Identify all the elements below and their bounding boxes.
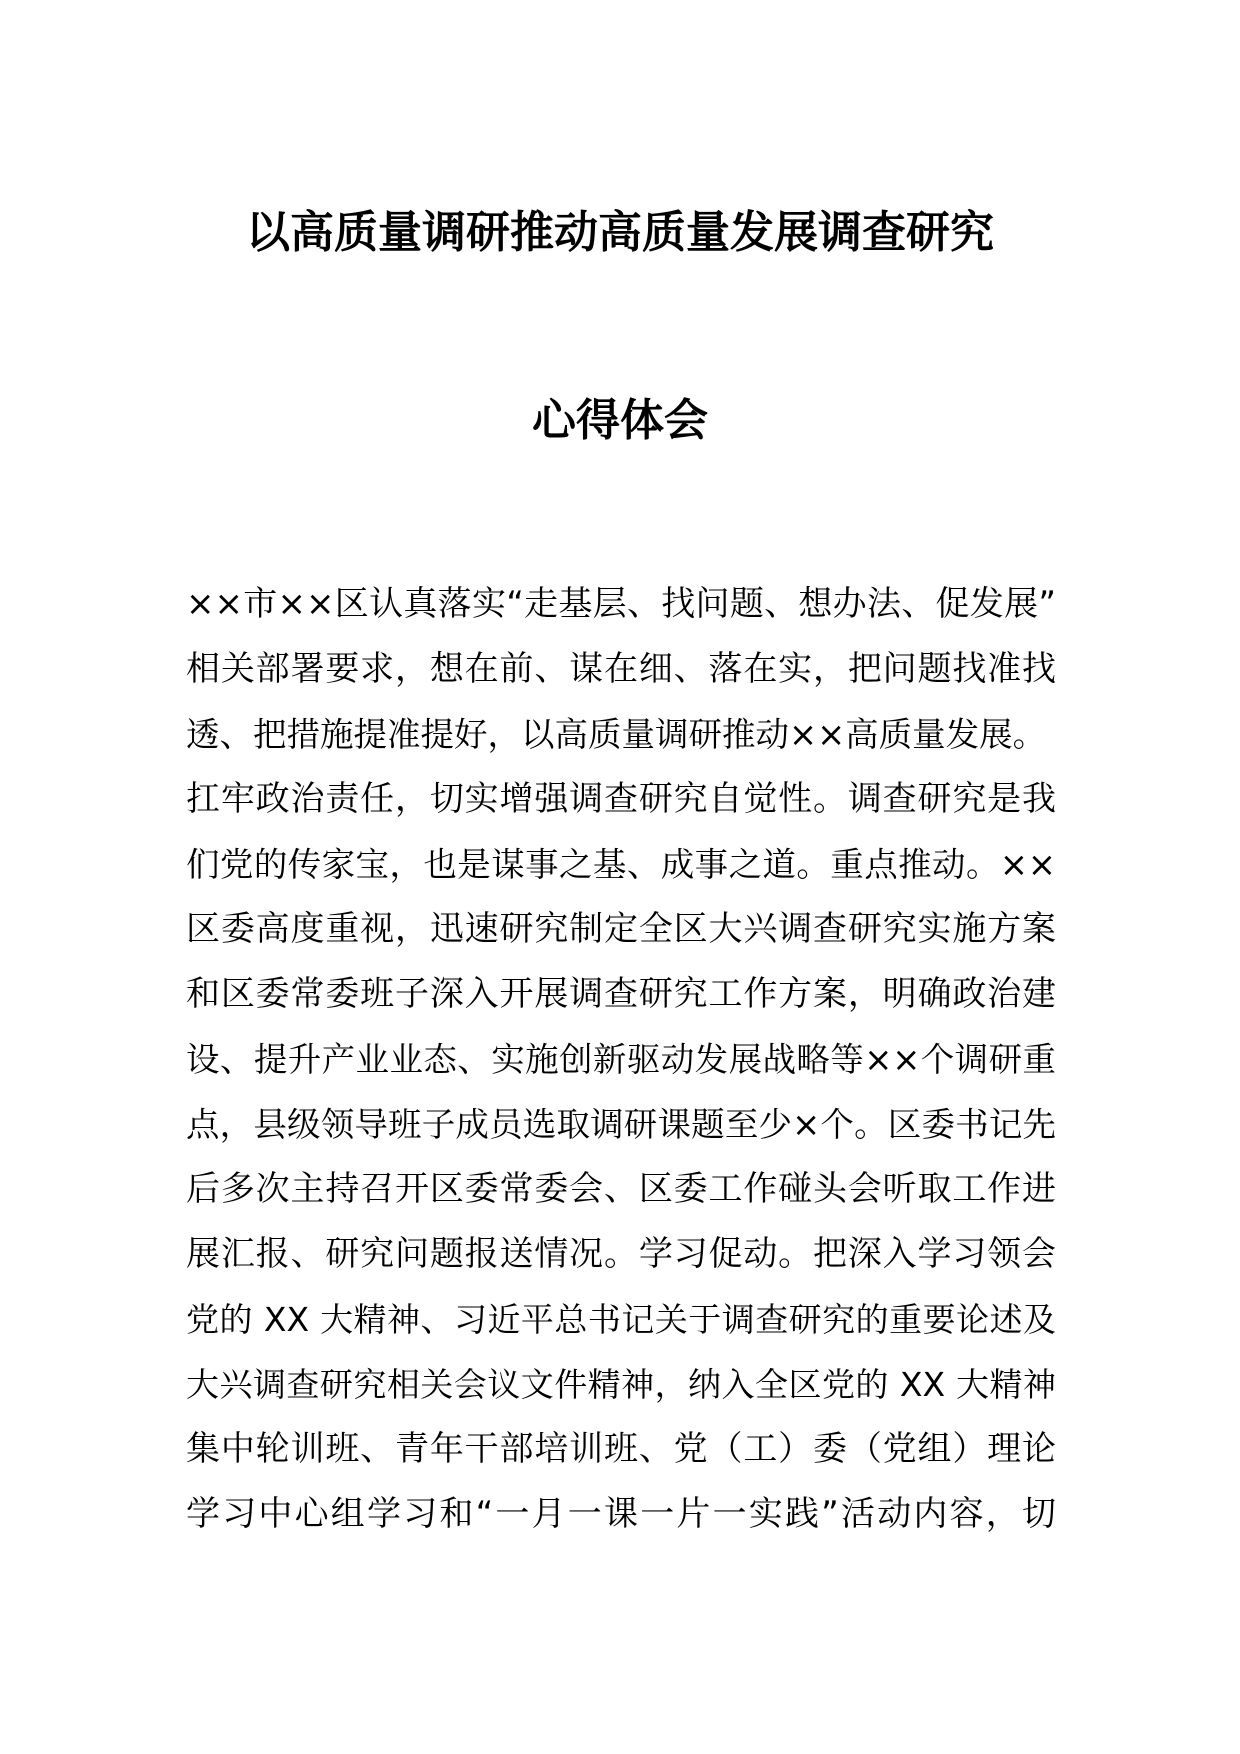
body-line: 区委高度重视，迅速研究制定全区大兴调查研究实施方案 bbox=[186, 909, 1056, 949]
body-line: ××市××区认真落实“走基层、找问题、想办法、促发展” bbox=[186, 584, 1056, 624]
body-line: 集中轮训班、青年干部培训班、党（工）委（党组）理论 bbox=[186, 1429, 1056, 1469]
body-line: 展汇报、研究问题报送情况。学习促动。把深入学习领会 bbox=[186, 1234, 1056, 1274]
body-line: 扛牢政治责任，切实增强调查研究自觉性。调查研究是我 bbox=[186, 779, 1056, 819]
document-body bbox=[186, 572, 1056, 1547]
body-line: 点，县级领导班子成员选取调研课题至少×个。区委书记先 bbox=[186, 1105, 1056, 1144]
document-title-line-2: 心得体会 bbox=[532, 395, 708, 446]
body-line: 和区委常委班子深入开展调查研究工作方案，明确政治建 bbox=[186, 974, 1056, 1014]
body-line: 大兴调查研究相关会议文件精神，纳入全区党的 XX 大精神 bbox=[186, 1365, 1056, 1404]
body-line: 后多次主持召开区委常委会、区委工作碰头会听取工作进 bbox=[186, 1169, 1056, 1209]
body-line: 设、提升产业业态、实施创新驱动发展战略等××个调研重 bbox=[186, 1040, 1056, 1079]
body-line: 党的 XX 大精神、习近平总书记关于调查研究的重要论述及 bbox=[186, 1300, 1056, 1339]
body-line: 们党的传家宝，也是谋事之基、成事之道。重点推动。×× bbox=[186, 845, 1056, 884]
document-title-line-1: 以高质量调研推动高质量发展调查研究 bbox=[246, 207, 994, 258]
body-line: 相关部署要求，想在前、谋在细、落在实，把问题找准找 bbox=[186, 649, 1056, 689]
body-line: 学习中心组学习和“一月一课一片一实践”活动内容，切 bbox=[186, 1494, 1056, 1534]
body-line: 透、把措施提准提好，以高质量调研推动××高质量发展。 bbox=[186, 715, 1047, 754]
